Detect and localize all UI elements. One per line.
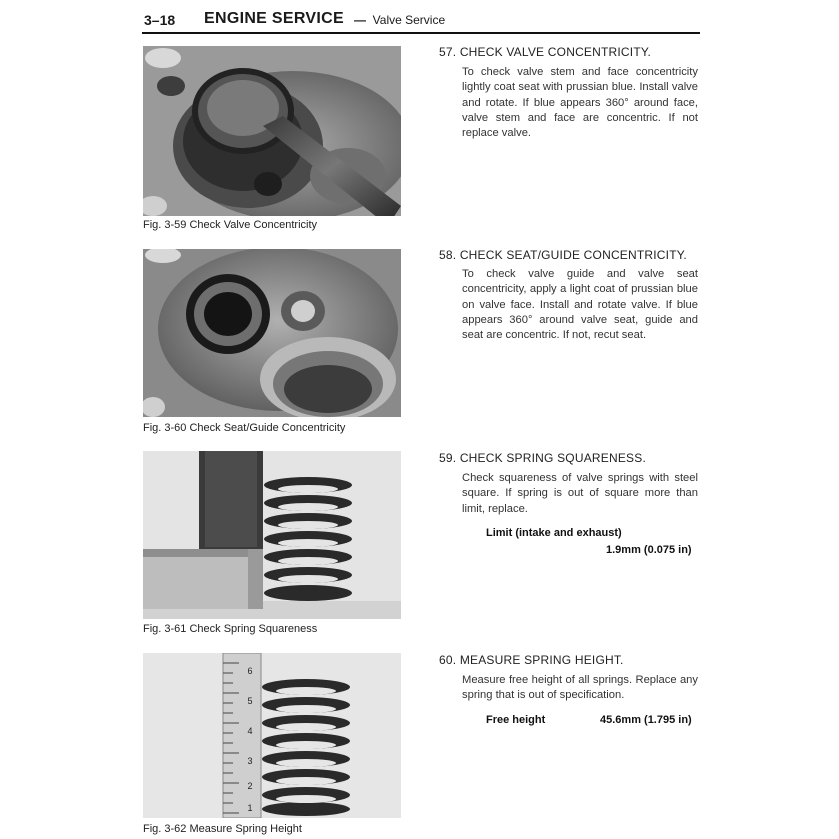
step-57-title: 57. CHECK VALVE CONCENTRICITY. [439,45,652,59]
step-58-title: 58. CHECK SEAT/GUIDE CONCENTRICITY. [439,248,687,262]
spring-height-illustration [143,653,401,818]
spec-limit-value: 1.9mm (0.075 in) [606,544,692,556]
spec-free-height-value: 45.6mm (1.795 in) [600,714,692,726]
page-number: 3–18 [144,12,176,28]
figure-photo-spring-squareness [143,451,401,619]
spec-free-height-label: Free height [486,714,546,726]
valve-concentricity-illustration [143,46,401,216]
figure-caption: Fig. 3-59 Check Valve Concentricity [143,219,318,231]
ruler-number: 2 [247,781,253,791]
figure-photo-valve-concentricity [143,46,401,216]
figure-photo-spring-height [143,653,401,818]
figure-photo-seat-guide [143,249,401,417]
figure-caption: Fig. 3-61 Check Spring Squareness [143,623,318,635]
subsection-title [354,13,445,27]
ruler-number: 6 [247,666,253,676]
header-dash: — [354,13,366,27]
step-57-body: To check valve stem and face concentricity lightly coat seat with prussian blue. Install valve and rotate. If blue appears 360° around face, valve stem and face are concentric. If not replace valve. [462,66,698,140]
step-60-title: 60. MEASURE SPRING HEIGHT. [439,653,624,667]
step-59-body: Check squareness of valve springs with steel square. If spring is out of square more than limit, replace. [462,472,698,515]
figure-caption: Fig. 3-62 Measure Spring Height [143,823,302,835]
spring-squareness-illustration [143,451,401,619]
section-title: ENGINE SERVICE [204,10,344,27]
ruler-number: 4 [247,726,253,736]
seat-guide-illustration [143,249,401,417]
step-60-body: Measure free height of all springs. Replace any spring that is out of specification. [462,674,698,702]
spec-limit-label: Limit (intake and exhaust) [486,527,622,539]
subsection-text: Valve Service [372,13,446,27]
ruler-number: 5 [247,696,253,706]
page-header [142,10,700,34]
step-58-body: To check valve guide and valve seat concentricity, apply a light coat of prussian blue on valve face. Install and rotate valve. If blue appears 360° around valve seat, guide and seat are concentric. If not, recut seat. [462,268,698,342]
figure-caption: Fig. 3-60 Check Seat/Guide Concentricity [143,422,346,434]
ruler-number: 1 [247,803,253,813]
step-59-title: 59. CHECK SPRING SQUARENESS. [439,451,646,465]
ruler-number: 3 [247,756,253,766]
